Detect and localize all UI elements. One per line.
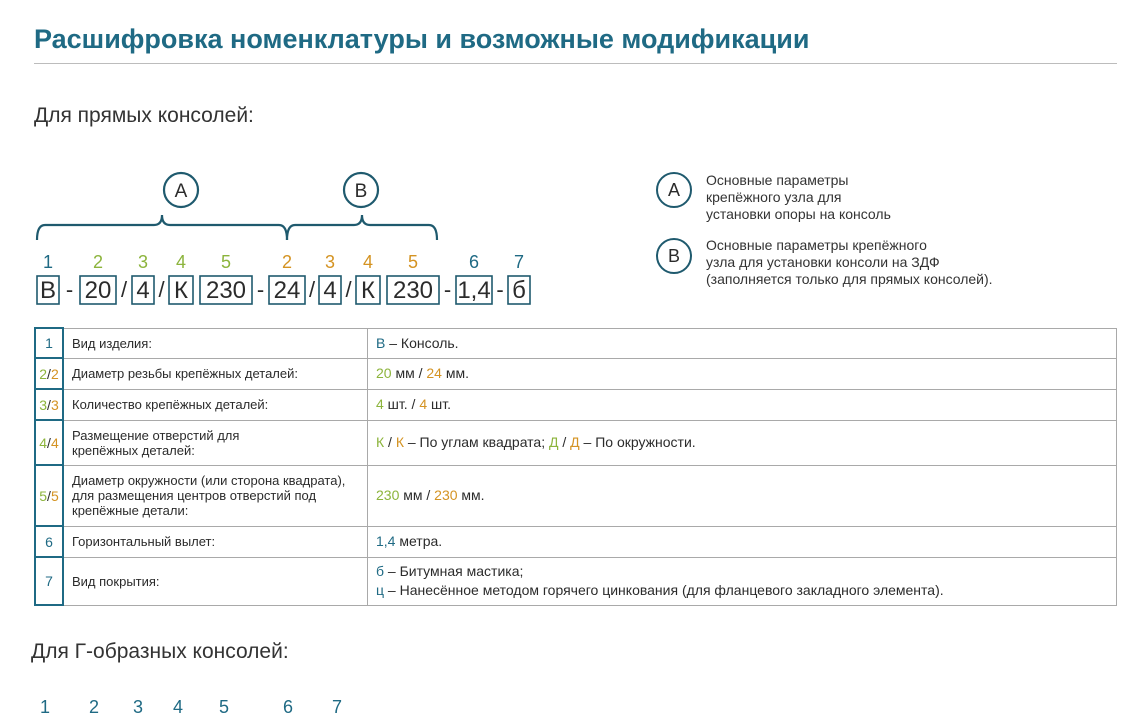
code-separator: -	[256, 277, 265, 302]
code-separator: -	[443, 277, 452, 302]
legend-text-a: Основные параметры крепёжного узла для установки опоры на консоль	[706, 172, 891, 222]
g-position-number: 7	[331, 697, 342, 717]
row-value: К / К – По углам квадрата; Д / Д – По окружности.	[368, 420, 1117, 465]
row-number: 4/4	[35, 420, 63, 465]
code-box-value: 4	[136, 277, 150, 304]
code-separator: -	[65, 277, 74, 302]
table-row	[35, 389, 1117, 420]
code-box-value: 4	[323, 277, 337, 304]
code-box-value: 24	[273, 277, 301, 304]
code-box-value: 230	[205, 277, 247, 304]
brace-a	[37, 215, 287, 240]
code-row	[37, 276, 530, 304]
row-label: Диаметр окружности (или сторона квадрата), для размещения центров отверстий под крепёжные детали:	[63, 465, 368, 526]
position-numbers	[43, 252, 524, 272]
brace-b	[287, 215, 437, 240]
code-separator: /	[345, 277, 352, 302]
row-value: В – Консоль.	[368, 328, 1117, 358]
row-value: 4 шт. / 4 шт.	[368, 389, 1117, 420]
row-number: 3/3	[35, 389, 63, 420]
brace-circle-a-label: A	[174, 181, 188, 202]
table-row	[35, 420, 1117, 465]
row-number: 2/2	[35, 358, 63, 389]
row-label: Диаметр резьбы крепёжных деталей:	[63, 358, 368, 389]
legend-circle-a: A	[656, 172, 692, 208]
position-number: 4	[362, 252, 374, 272]
position-number: 3	[324, 252, 336, 272]
row-number: 1	[35, 328, 63, 358]
position-number: 5	[407, 252, 419, 272]
row-value: 20 мм / 24 мм.	[368, 358, 1117, 389]
code-box-value: В	[39, 277, 57, 304]
row-label: Количество крепёжных деталей:	[63, 389, 368, 420]
section-title-straight: Для прямых консолей:	[34, 104, 254, 127]
row-label: Горизонтальный вылет:	[63, 526, 368, 557]
g-position-number: 3	[132, 697, 143, 717]
code-separator: /	[308, 277, 316, 302]
code-box-value: К	[361, 277, 375, 304]
code-separator: /	[120, 277, 128, 302]
row-number: 7	[35, 557, 63, 605]
page-title: Расшифровка номенклатуры и возможные модификации	[34, 24, 810, 54]
position-number: 4	[175, 252, 187, 272]
legend-circle-b: B	[656, 238, 692, 274]
code-box-value: 20	[84, 277, 112, 304]
g-position-number: 4	[172, 697, 183, 717]
legend-text-b: Основные параметры крепёжного узла для установки консоли на ЗДФ (заполняется только для прямых консолей).	[706, 237, 993, 287]
code-box-value: 1,4	[457, 277, 491, 304]
code-separator: -	[496, 277, 504, 302]
position-number: 5	[220, 252, 232, 272]
spec-table	[34, 327, 1117, 606]
row-label: Размещение отверстий для крепёжных деталей:	[63, 420, 368, 465]
g-position-number: 5	[218, 697, 229, 717]
position-number: 7	[513, 252, 525, 272]
code-box-value: 230	[392, 277, 434, 304]
code-separator: /	[158, 277, 165, 302]
row-value: б – Битумная мастика; ц – Нанесённое методом горячего цинкования (для фланцевого закладного элемента).	[368, 557, 1117, 605]
row-value: 230 мм / 230 мм.	[368, 465, 1117, 526]
position-number: 6	[468, 252, 480, 272]
g-position-number: 6	[282, 697, 293, 717]
g-position-number: 2	[88, 697, 99, 717]
position-number: 2	[92, 252, 104, 272]
table-row	[35, 328, 1117, 358]
row-number: 5/5	[35, 465, 63, 526]
position-number: 3	[137, 252, 149, 272]
table-row	[35, 557, 1117, 605]
row-number: 6	[35, 526, 63, 557]
title-divider	[34, 63, 1117, 64]
row-value: 1,4 метра.	[368, 526, 1117, 557]
g-position-number: 1	[39, 697, 50, 717]
braces	[37, 173, 437, 240]
table-row	[35, 465, 1117, 526]
code-box-value: б	[512, 277, 526, 304]
table-row	[35, 358, 1117, 389]
position-number: 1	[42, 252, 54, 272]
position-number: 2	[281, 252, 293, 272]
section-title-g-shaped: Для Г-образных консолей:	[31, 640, 289, 663]
row-label: Вид изделия:	[63, 328, 368, 358]
code-box-value: К	[174, 277, 188, 304]
nomenclature-diagram	[0, 160, 560, 310]
table-row	[35, 526, 1117, 557]
brace-circle-b-label: B	[354, 181, 368, 202]
row-label: Вид покрытия:	[63, 557, 368, 605]
